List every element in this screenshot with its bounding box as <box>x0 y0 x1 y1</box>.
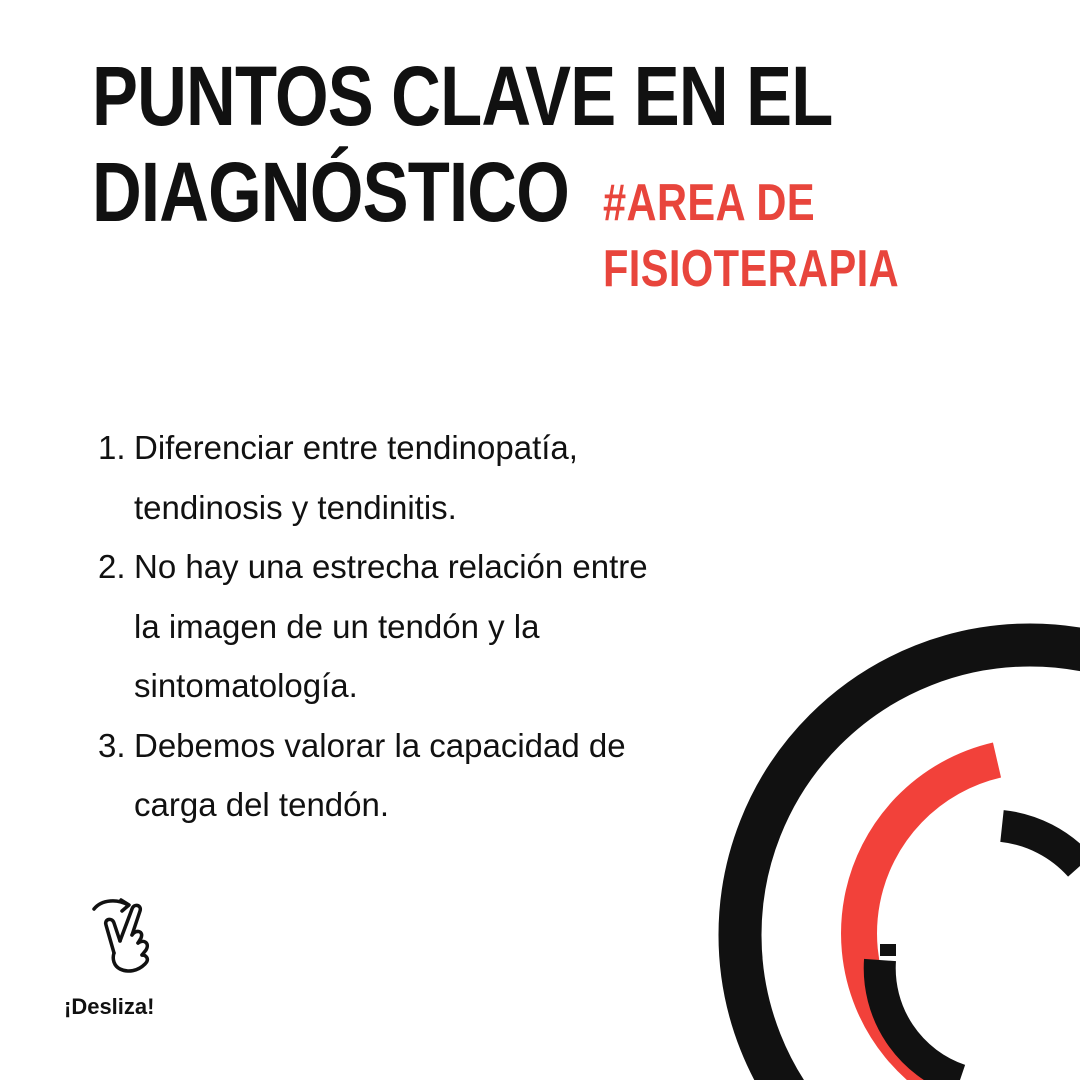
area-tag-line-2: FISIOTERAPIA <box>603 240 900 298</box>
key-point-1 <box>98 418 718 537</box>
key-point-line: sintomatología. <box>134 667 358 704</box>
logo-inner-arc-bottom <box>880 960 960 1080</box>
key-point-text <box>134 418 718 537</box>
swipe-label: ¡Desliza! <box>64 994 155 1019</box>
key-point-line: tendinosis y tendinitis. <box>134 488 457 526</box>
logo-inner-arc-top <box>1002 826 1080 866</box>
key-point-line: Diferenciar entre tendinopatía, <box>134 429 578 466</box>
area-tag-line-1: #AREA DE <box>603 174 816 232</box>
title-line-2: DIAGNÓSTICO <box>92 145 569 239</box>
area-tag <box>603 170 899 302</box>
logo-outer-arc <box>740 645 1080 1080</box>
key-point-line: la imagen de un tendón y la <box>134 607 540 645</box>
swipe-hand-icon <box>88 895 158 975</box>
title-line-1: PUNTOS CLAVE EN EL <box>92 49 833 143</box>
logo-middle-arc <box>859 760 997 1080</box>
key-point-text <box>134 716 718 835</box>
key-point-number: 1. <box>98 429 126 466</box>
key-points-list <box>98 418 718 835</box>
key-point-2 <box>98 537 718 716</box>
key-point-line: carga del tendón. <box>134 786 390 823</box>
key-point-line: Debemos valorar la capacidad de <box>134 726 626 764</box>
key-point-line: No hay una estrecha relación entre <box>134 548 648 585</box>
key-point-number: 2. <box>98 548 126 585</box>
key-point-3 <box>98 716 718 835</box>
key-point-text <box>134 537 718 716</box>
key-point-number: 3. <box>98 726 126 764</box>
